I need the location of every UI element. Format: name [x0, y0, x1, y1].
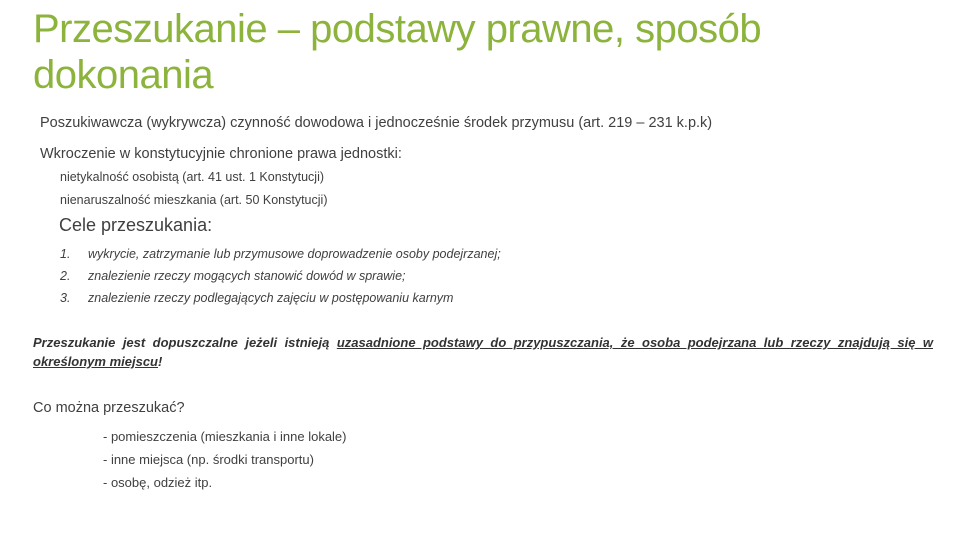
intro-text: Poszukiwawcza (wykrywcza) czynność dowodowa i jednocześnie środek przymusu (art. 219 – 231 k.p.k): [40, 115, 713, 131]
goals-heading: Cele przeszukania:: [59, 215, 213, 235]
breach-heading: Wkroczenie w konstytucyjnie chronione prawa jednostki:: [40, 146, 402, 162]
condition-suffix: !: [158, 354, 163, 369]
condition-statement: [33, 333, 933, 371]
what-item: - inne miejsca (np. środki transportu): [103, 452, 314, 467]
goal-number: 1.: [60, 247, 71, 261]
goal-text: znalezienie rzeczy podlegających zajęciu w postępowaniu karnym: [88, 291, 454, 305]
goal-item: [60, 287, 501, 309]
goal-text: znalezienie rzeczy mogących stanowić dowód w sprawie;: [88, 269, 406, 283]
goal-item: [60, 243, 501, 265]
breach-item: nienaruszalność mieszkania (art. 50 Konstytucji): [60, 193, 328, 207]
breach-item: nietykalność osobistą (art. 41 ust. 1 Konstytucji): [60, 170, 325, 184]
goal-number: 2.: [60, 269, 71, 283]
goal-number: 3.: [60, 291, 71, 305]
goal-item: [60, 265, 501, 287]
slide-title: Przeszukanie – podstawy prawne, sposób dokonania: [33, 7, 762, 97]
what-item: - pomieszczenia (mieszkania i inne lokale): [103, 429, 347, 444]
condition-underlined: uzasadnione podstawy do przypuszczania, że osoba podejrzana lub rzeczy znajdują się w określonym miejscu: [33, 335, 933, 369]
condition-prefix: Przeszukanie jest dopuszczalne jeżeli istnieją: [33, 335, 337, 350]
goals-list: [60, 243, 501, 309]
what-list: [103, 425, 347, 494]
what-item: - osobę, odzież itp.: [103, 475, 213, 490]
goal-text: wykrycie, zatrzymanie lub przymusowe doprowadzenie osoby podejrzanej;: [88, 247, 501, 261]
what-heading: Co można przeszukać?: [33, 400, 185, 416]
